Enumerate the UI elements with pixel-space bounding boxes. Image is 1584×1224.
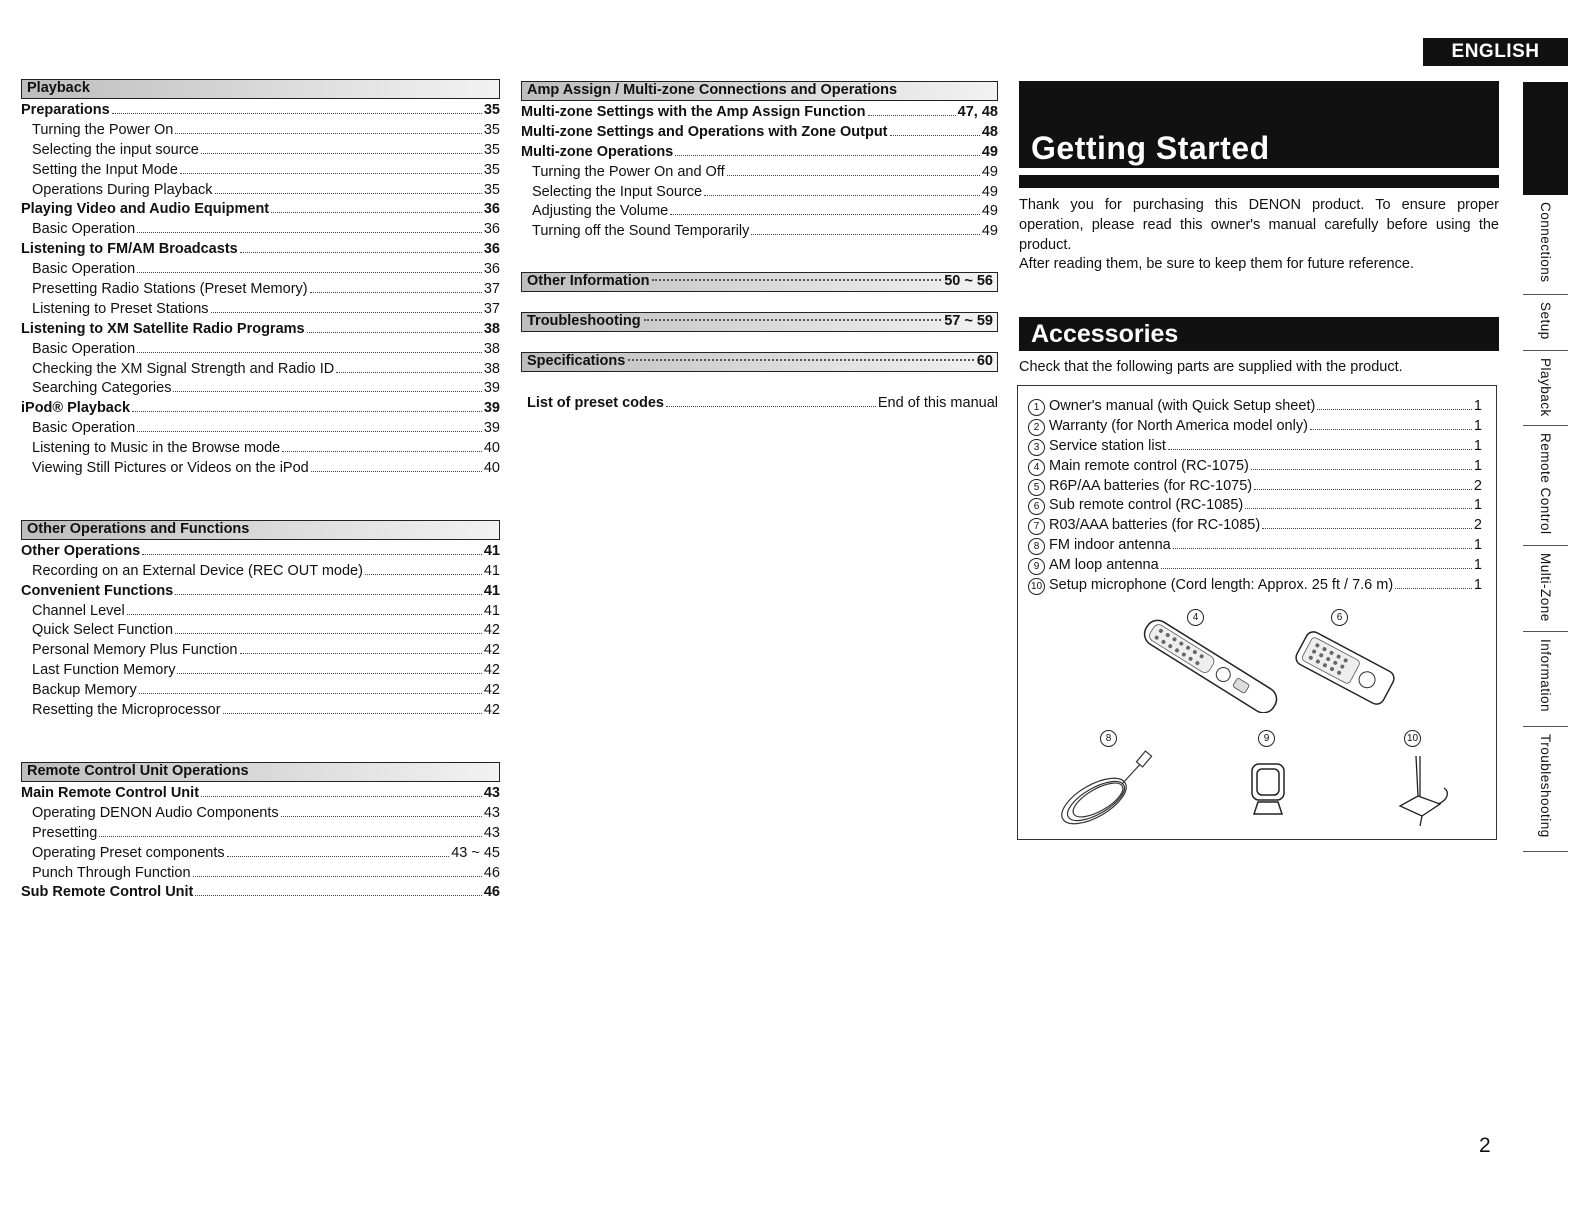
toc-entry	[21, 542, 500, 562]
toc-entry-title: Presetting	[32, 824, 98, 841]
toc-entry-page: 43	[483, 824, 500, 841]
item-quantity: 1	[1473, 398, 1482, 414]
dot-leader	[139, 693, 482, 694]
toc-entry	[21, 121, 500, 141]
toc-entry-page: 41	[483, 582, 500, 599]
accessory-item	[1028, 397, 1482, 417]
dot-leader	[1161, 568, 1472, 569]
dot-leader	[1254, 489, 1472, 490]
toc-entry	[521, 183, 998, 203]
toc-entry-title: Listening to FM/AM Broadcasts	[21, 241, 238, 258]
tab-setup[interactable]: Setup	[1523, 295, 1568, 351]
accessory-item	[1028, 437, 1482, 457]
accessory-item	[1028, 457, 1482, 477]
toc-entry	[21, 141, 500, 161]
dot-leader	[1317, 409, 1472, 410]
toc-entry-title: Main Remote Control Unit	[21, 784, 200, 801]
item-name: Sub remote control (RC-1085)	[1049, 497, 1244, 514]
item-number: 2	[1028, 419, 1045, 436]
toc-entry	[21, 864, 500, 884]
toc-entry	[521, 163, 998, 183]
toc-entry-page: 49	[981, 203, 998, 220]
toc-section-heading: Other Operations and Functions	[21, 520, 500, 540]
toc-entry-page: 49	[981, 183, 998, 200]
page-title: Getting Started	[1031, 130, 1270, 166]
intro-paragraph: After reading them, be sure to keep them for future reference.	[1019, 256, 1414, 273]
toc-entry	[21, 621, 500, 641]
toc-entry-title: Listening to Preset Stations	[32, 300, 209, 317]
dot-leader	[223, 713, 482, 714]
item-number: 10	[1028, 578, 1045, 595]
toc-entry-page: 36	[483, 221, 500, 238]
dot-leader	[307, 332, 482, 333]
toc-entry	[521, 143, 998, 163]
toc-entry-title: Setting the Input Mode	[32, 161, 178, 178]
toc-entry	[21, 459, 500, 479]
dot-leader	[670, 214, 980, 215]
item-quantity: 1	[1473, 417, 1482, 434]
dot-leader	[195, 895, 481, 896]
dot-leader	[704, 195, 980, 196]
toc-entry-page: 41	[483, 602, 500, 619]
toc-entry-page: 48	[981, 123, 998, 140]
toc-entry-title: Multi-zone Settings with the Amp Assign Function	[521, 104, 866, 120]
item-name: Service station list	[1049, 437, 1166, 454]
toc-entry-title: Last Function Memory	[32, 662, 176, 679]
toc-entry-page: 49	[981, 163, 998, 180]
divider-bar	[1019, 175, 1499, 188]
item-name: FM indoor antenna	[1049, 537, 1171, 554]
toc-entry-list	[21, 542, 500, 721]
toc-entry-title: Searching Categories	[32, 380, 172, 397]
toc-entry-title: Punch Through Function	[32, 864, 191, 881]
toc-section-heading: Amp Assign / Multi-zone Connections and Operations	[521, 81, 998, 101]
toc-entry	[521, 202, 998, 222]
dot-leader	[177, 673, 481, 674]
dot-leader	[336, 372, 482, 373]
intro-text	[1019, 196, 1499, 275]
tab-multi-zone[interactable]: Multi-Zone	[1523, 546, 1568, 632]
toc-entry-title: Quick Select Function	[32, 622, 174, 639]
toc-entry-page: 39	[483, 420, 500, 437]
toc-entry-title: Basic Operation	[32, 340, 136, 357]
item-quantity: 1	[1473, 437, 1482, 454]
toc-entry-page: 42	[483, 702, 500, 719]
toc-entry-page: 41	[483, 542, 500, 559]
toc-entry	[21, 602, 500, 622]
item-number: 1	[1028, 399, 1045, 416]
tab-information[interactable]: Information	[1523, 632, 1568, 727]
toc-entry-page: 36	[483, 201, 500, 218]
item-name: R03/AAA batteries (for RC-1085)	[1049, 517, 1261, 534]
toc-entry-page: 43	[483, 784, 500, 801]
toc-section-heading: Remote Control Unit Operations	[21, 762, 500, 782]
toc-entry	[21, 161, 500, 181]
toc-entry	[21, 641, 500, 661]
toc-entry-title: Operating Preset components	[32, 844, 225, 861]
item-name: Setup microphone (Cord length: Approx. 25 ft / 7.6 m)	[1049, 577, 1394, 594]
tab-marker-current	[1523, 82, 1568, 195]
toc-entry	[21, 181, 500, 201]
toc-entry-page: 43	[483, 804, 500, 821]
dot-leader	[240, 653, 482, 654]
toc-entry-list	[21, 101, 500, 479]
section-label: Other Information	[527, 273, 650, 290]
dot-leader	[99, 836, 482, 837]
dot-leader	[868, 115, 956, 116]
toc-entry	[21, 220, 500, 240]
toc-entry	[21, 200, 500, 220]
illustration-label: 8	[1100, 730, 1117, 747]
toc-entry-title: Recording on an External Device (REC OUT mode)	[32, 562, 363, 579]
toc-entry-title: Selecting the input source	[32, 141, 199, 158]
dot-leader	[310, 292, 482, 293]
dot-leader	[215, 193, 482, 194]
toc-entry-title: Personal Memory Plus Function	[32, 642, 238, 659]
toc-entry-title: Operations During Playback	[32, 181, 213, 198]
toc-entry-title: Convenient Functions	[21, 582, 174, 599]
dot-leader	[271, 212, 482, 213]
toc-entry	[21, 661, 500, 681]
toc-entry-title: Turning the Power On and Off	[532, 163, 725, 180]
toc-entry	[21, 300, 500, 320]
toc-entry-title: Basic Operation	[32, 261, 136, 278]
dot-leader	[675, 155, 980, 156]
toc-entry-page: 39	[483, 380, 500, 397]
toc-entry-page: 37	[483, 281, 500, 298]
toc-entry-title: Selecting the Input Source	[532, 183, 703, 200]
dot-leader	[112, 113, 482, 114]
item-number: 8	[1028, 538, 1045, 555]
toc-entry-page: 35	[483, 181, 500, 198]
toc-entry-title: Presetting Radio Stations (Preset Memory)	[32, 281, 308, 298]
toc-entry	[21, 701, 500, 721]
dot-leader	[137, 352, 482, 353]
toc-entry-page: 42	[483, 662, 500, 679]
section-label: Troubleshooting	[527, 313, 641, 330]
dot-leader	[1173, 548, 1472, 549]
item-quantity: 1	[1473, 537, 1482, 554]
accessory-item	[1028, 556, 1482, 576]
toc-entry	[21, 360, 500, 380]
dot-leader	[1168, 449, 1472, 450]
toc-entry-title: Multi-zone Operations	[521, 143, 674, 160]
toc-entry-title: Resetting the Microprocessor	[32, 702, 221, 719]
illustration-label: 4	[1187, 609, 1204, 626]
setup-microphone-illustration	[1380, 752, 1460, 832]
dot-leader	[175, 633, 482, 634]
toc-entry	[21, 562, 500, 582]
dot-leader	[132, 411, 482, 412]
accessory-item	[1028, 477, 1482, 497]
toc-entry-page: 42	[483, 642, 500, 659]
toc-entry	[21, 260, 500, 280]
toc-entry	[21, 784, 500, 804]
toc-entry	[521, 222, 998, 242]
page-number: 2	[1479, 1134, 1491, 1157]
section-page: 50 ~ 56	[944, 273, 993, 290]
dot-leader	[201, 796, 482, 797]
dot-leader	[173, 391, 481, 392]
toc-inline-section-other-information	[521, 272, 998, 292]
item-quantity: 1	[1473, 497, 1482, 514]
tab-remote-control[interactable]: Remote Control	[1523, 426, 1568, 546]
section-page: 60	[976, 353, 993, 370]
dot-leader	[137, 431, 482, 432]
toc-inline-section-specifications	[521, 352, 998, 372]
toc-entry-page: 49	[981, 223, 998, 240]
accessories-note: Check that the following parts are supplied with the product.	[1019, 359, 1403, 375]
dot-leader	[227, 856, 450, 857]
toc-entry	[21, 320, 500, 340]
toc-entry	[21, 379, 500, 399]
toc-entry-title: Sub Remote Control Unit	[21, 884, 194, 901]
toc-entry-title: Listening to Music in the Browse mode	[32, 440, 281, 457]
toc-entry-title: Basic Operation	[32, 420, 136, 437]
toc-entry-page: 46	[483, 864, 500, 881]
toc-entry-page: 36	[483, 261, 500, 278]
toc-middle-column	[521, 81, 998, 414]
illustration-label: 10	[1404, 730, 1421, 747]
toc-entry-title: Adjusting the Volume	[532, 203, 669, 220]
item-number: 3	[1028, 439, 1045, 456]
sub-remote-control-illustration	[1290, 628, 1400, 708]
toc-entry-title: Operating DENON Audio Components	[32, 804, 279, 821]
toc-entry	[21, 844, 500, 864]
dot-leader	[201, 153, 482, 154]
item-name: AM loop antenna	[1049, 557, 1159, 574]
accessory-item	[1028, 536, 1482, 556]
section-page: 57 ~ 59	[944, 313, 993, 330]
toc-entry-page: 40	[483, 460, 500, 477]
dot-leader	[180, 173, 482, 174]
main-remote-control-illustration	[1128, 618, 1288, 713]
toc-entry-page: 39	[483, 400, 500, 417]
dot-leader	[211, 312, 482, 313]
dot-leader	[127, 614, 482, 615]
item-name: R6P/AA batteries (for RC-1075)	[1049, 477, 1253, 494]
toc-entry-page: 41	[483, 562, 500, 579]
toc-entry	[21, 582, 500, 602]
dot-leader	[175, 133, 482, 134]
item-number: 7	[1028, 518, 1045, 535]
toc-entry-page: 43 ~ 45	[451, 844, 500, 861]
toc-entry	[21, 883, 500, 903]
item-quantity: 1	[1473, 457, 1482, 474]
getting-started-banner	[1019, 81, 1499, 168]
dot-leader	[137, 272, 482, 273]
toc-entry-title: Preparations	[21, 102, 110, 118]
dot-leader	[175, 594, 482, 595]
illustration-label: 9	[1258, 730, 1275, 747]
toc-inline-section-troubleshooting	[521, 312, 998, 332]
toc-entry-list	[21, 784, 500, 903]
toc-entry	[21, 340, 500, 360]
toc-entry-title: Checking the XM Signal Strength and Radio ID	[32, 360, 335, 377]
toc-entry-title: Playing Video and Audio Equipment	[21, 201, 270, 218]
toc-entry-page: 36	[483, 241, 500, 258]
dot-leader	[1262, 528, 1472, 529]
toc-entry-title: Multi-zone Settings and Operations with Zone Output	[521, 123, 888, 140]
toc-entry	[21, 399, 500, 419]
toc-entry-title: Channel Level	[32, 602, 125, 619]
toc-entry-page: 35	[483, 102, 500, 118]
toc-entry-title: Turning the Power On	[32, 121, 174, 138]
toc-entry-list	[521, 103, 998, 242]
item-quantity: 2	[1473, 517, 1482, 534]
item-number: 9	[1028, 558, 1045, 575]
fm-antenna-illustration	[1052, 746, 1162, 831]
dot-leader	[142, 554, 482, 555]
dot-leader	[751, 234, 980, 235]
dot-leader	[365, 574, 482, 575]
item-number: 6	[1028, 498, 1045, 515]
item-quantity: 2	[1473, 477, 1482, 494]
toc-entry	[21, 824, 500, 844]
dot-leader	[890, 135, 980, 136]
intro-paragraph: Thank you for purchasing this DENON product. To ensure proper operation, please read this owner's manual carefully before using the product.	[1019, 197, 1499, 253]
dot-leader	[193, 876, 482, 877]
tab-connections[interactable]: Connections	[1523, 195, 1568, 295]
toc-entry-page: 49	[981, 143, 998, 160]
accessories-box	[1017, 385, 1497, 840]
toc-entry	[21, 240, 500, 260]
item-quantity: 1	[1473, 557, 1482, 574]
toc-entry-page: 47, 48	[957, 104, 998, 120]
toc-entry	[21, 681, 500, 701]
toc-entry-page: 35	[483, 161, 500, 178]
toc-entry-page: 40	[483, 440, 500, 457]
dot-leader	[1251, 469, 1472, 470]
toc-entry-page: 42	[483, 682, 500, 699]
accessory-item	[1028, 496, 1482, 516]
toc-entry-page: 46	[483, 884, 500, 901]
am-loop-antenna-illustration	[1244, 758, 1294, 820]
item-name: Main remote control (RC-1075)	[1049, 457, 1249, 474]
toc-section-heading: Playback	[21, 79, 500, 99]
item-number: 5	[1028, 479, 1045, 496]
dot-leader	[240, 252, 482, 253]
accessories-list	[1028, 397, 1482, 596]
toc-entry-page: 42	[483, 622, 500, 639]
toc-entry-title: Backup Memory	[32, 682, 137, 699]
toc-entry-page: 38	[483, 320, 500, 337]
toc-entry	[21, 804, 500, 824]
accessory-item	[1028, 516, 1482, 536]
toc-entry-title: Listening to XM Satellite Radio Programs	[21, 320, 305, 337]
dot-leader	[1245, 508, 1472, 509]
toc-entry-page: 38	[483, 340, 500, 357]
toc-entry-page: 37	[483, 300, 500, 317]
language-tab: ENGLISH	[1423, 38, 1568, 66]
toc-entry-preset-codes: List of preset codes End of this manual	[527, 395, 998, 412]
toc-entry-page: 38	[483, 360, 500, 377]
toc-entry-page: 35	[483, 121, 500, 138]
dot-leader	[137, 232, 482, 233]
dot-leader	[727, 175, 980, 176]
toc-entry-page: 35	[483, 141, 500, 158]
accessories-heading: Accessories	[1019, 317, 1499, 351]
side-tab-strip	[1523, 82, 1568, 852]
toc-entry	[521, 103, 998, 123]
tab-playback[interactable]: Playback	[1523, 351, 1568, 426]
dot-leader	[281, 816, 482, 817]
toc-entry	[21, 280, 500, 300]
toc-entry	[21, 439, 500, 459]
toc-left-column	[21, 79, 500, 903]
item-name: Owner's manual (with Quick Setup sheet)	[1049, 398, 1316, 414]
dot-leader	[282, 451, 482, 452]
accessory-item	[1028, 576, 1482, 596]
toc-entry-title: Basic Operation	[32, 221, 136, 238]
tab-troubleshooting[interactable]: Troubleshooting	[1523, 727, 1568, 852]
toc-entry	[21, 419, 500, 439]
dot-leader	[311, 471, 482, 472]
accessory-item	[1028, 417, 1482, 437]
toc-entry-title: Other Operations	[21, 542, 141, 559]
dot-leader	[1395, 588, 1472, 589]
dot-leader	[1310, 429, 1472, 430]
item-name: Warranty (for North America model only)	[1049, 417, 1308, 434]
toc-entry-title: Turning off the Sound Temporarily	[532, 223, 750, 240]
toc-entry-title: Viewing Still Pictures or Videos on the iPod	[32, 460, 309, 477]
toc-entry-title: iPod® Playback	[21, 400, 131, 417]
item-quantity: 1	[1473, 577, 1482, 594]
section-label: Specifications	[527, 353, 626, 370]
toc-entry	[521, 123, 998, 143]
illustration-label: 6	[1331, 609, 1348, 626]
item-number: 4	[1028, 459, 1045, 476]
toc-entry	[21, 101, 500, 121]
